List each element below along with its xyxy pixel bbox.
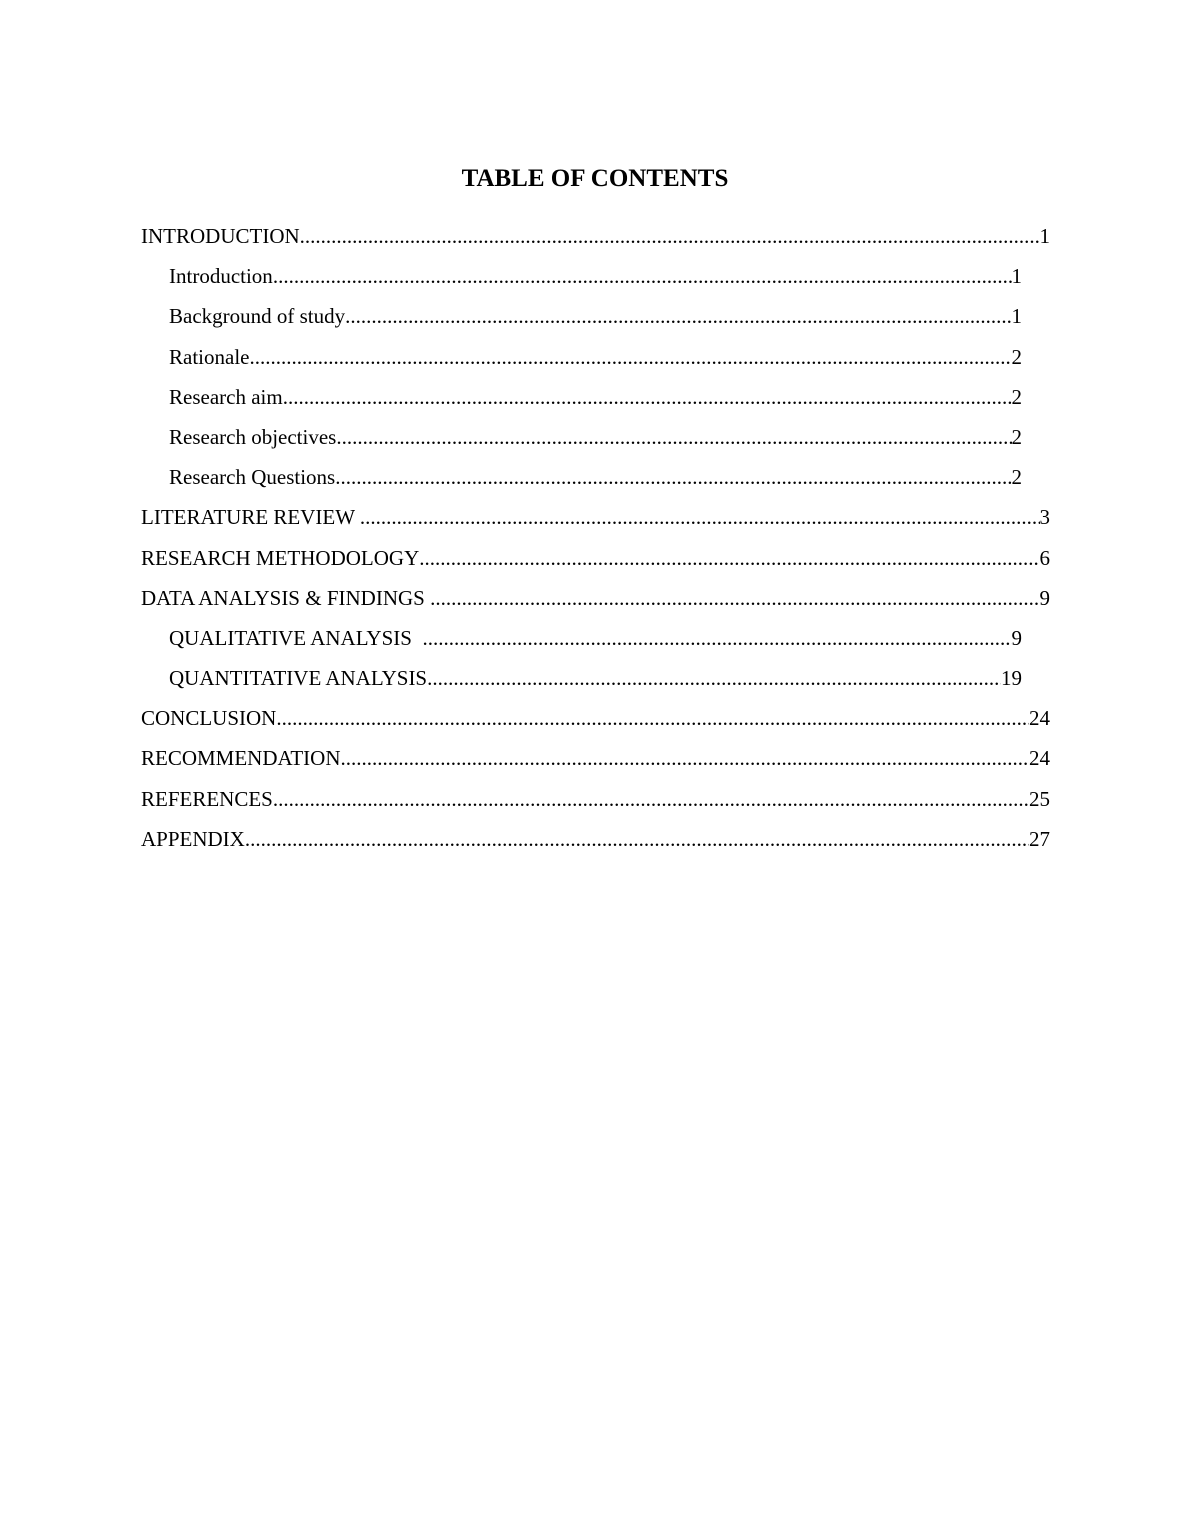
- toc-dot-leader: [300, 220, 1040, 252]
- page-title: TABLE OF CONTENTS: [461, 165, 729, 192]
- toc-entry-label: Introduction: [169, 264, 273, 289]
- toc-entry[interactable]: [169, 341, 1022, 381]
- toc-entry[interactable]: [141, 742, 1050, 782]
- toc-entry-label: CONCLUSION: [141, 706, 277, 731]
- toc-entry-page-number: 2: [1011, 384, 1022, 409]
- toc-entry-page-number: 1: [1011, 304, 1022, 329]
- toc-entry[interactable]: [169, 662, 1022, 702]
- toc-entry-page-number: 25: [1029, 786, 1050, 811]
- toc-entry[interactable]: [141, 702, 1050, 742]
- toc-entry-page-number: 19: [1001, 666, 1022, 691]
- toc-entry-label: Background of study: [169, 304, 346, 329]
- toc-entry-label: LITERATURE REVIEW: [141, 505, 360, 530]
- toc-entry[interactable]: [169, 421, 1022, 461]
- toc-entry-label: INTRODUCTION: [141, 224, 300, 248]
- toc-entry[interactable]: [141, 501, 1050, 541]
- toc-dot-leader: [276, 702, 1029, 734]
- toc-entry-label: Research aim: [169, 384, 283, 409]
- toc-entry-label: DATA ANALYSIS & FINDINGS: [141, 585, 431, 610]
- toc-entry-page-number: 27: [1029, 826, 1050, 851]
- toc-dot-leader: [245, 823, 1029, 855]
- toc-entry-page-number: 2: [1011, 344, 1022, 369]
- toc-entry-label: Rationale: [169, 344, 250, 369]
- toc-entry-page-number: 1: [1011, 264, 1022, 289]
- toc-entry[interactable]: [141, 220, 1050, 260]
- toc-entry-page-number: 6: [1039, 545, 1050, 570]
- toc-dot-leader: [427, 662, 1001, 694]
- toc-dot-leader: [249, 341, 1011, 373]
- toc-dot-leader: [283, 381, 1012, 413]
- toc-entry[interactable]: [141, 542, 1050, 582]
- toc-dot-leader: [335, 461, 1011, 493]
- toc-entry-page-number: 2: [1011, 465, 1022, 490]
- toc-list: [0, 220, 1190, 863]
- toc-entry[interactable]: [169, 381, 1022, 421]
- toc-dot-leader: [273, 260, 1012, 292]
- toc-entry[interactable]: [141, 582, 1050, 622]
- toc-dot-leader: [422, 622, 1011, 654]
- toc-entry-label: QUANTITATIVE ANALYSIS: [169, 666, 428, 691]
- toc-entry-page-number: 9: [1011, 625, 1022, 650]
- toc-entry[interactable]: [169, 461, 1022, 501]
- toc-dot-leader: [345, 300, 1011, 332]
- toc-entry-page-number: 24: [1029, 746, 1050, 771]
- toc-entry-page-number: 9: [1039, 585, 1050, 610]
- toc-entry[interactable]: [141, 823, 1050, 863]
- toc-entry-label: RESEARCH METHODOLOGY: [141, 545, 420, 570]
- toc-dot-leader: [430, 582, 1039, 614]
- toc-entry-label: REFERENCES: [141, 786, 273, 811]
- toc-dot-leader: [360, 501, 1040, 533]
- toc-entry-page-number: 24: [1029, 706, 1050, 731]
- toc-entry-label: Research Questions: [169, 465, 336, 490]
- toc-entry-label: QUALITATIVE ANALYSIS: [169, 625, 423, 650]
- toc-dot-leader: [419, 542, 1039, 574]
- toc-dot-leader: [341, 742, 1030, 774]
- toc-entry-label: APPENDIX: [141, 826, 245, 851]
- toc-entry[interactable]: [169, 300, 1022, 340]
- toc-dot-leader: [336, 421, 1011, 453]
- toc-entry-page-number: 1: [1039, 224, 1050, 248]
- toc-entry[interactable]: [169, 622, 1022, 662]
- toc-entry[interactable]: [169, 260, 1022, 300]
- toc-entry-page-number: 2: [1011, 424, 1022, 449]
- toc-dot-leader: [273, 783, 1029, 815]
- toc-entry-page-number: 3: [1039, 505, 1050, 530]
- toc-entry-label: Research objectives: [169, 424, 337, 449]
- toc-entry[interactable]: [141, 783, 1050, 823]
- toc-entry-label: RECOMMENDATION: [141, 746, 341, 771]
